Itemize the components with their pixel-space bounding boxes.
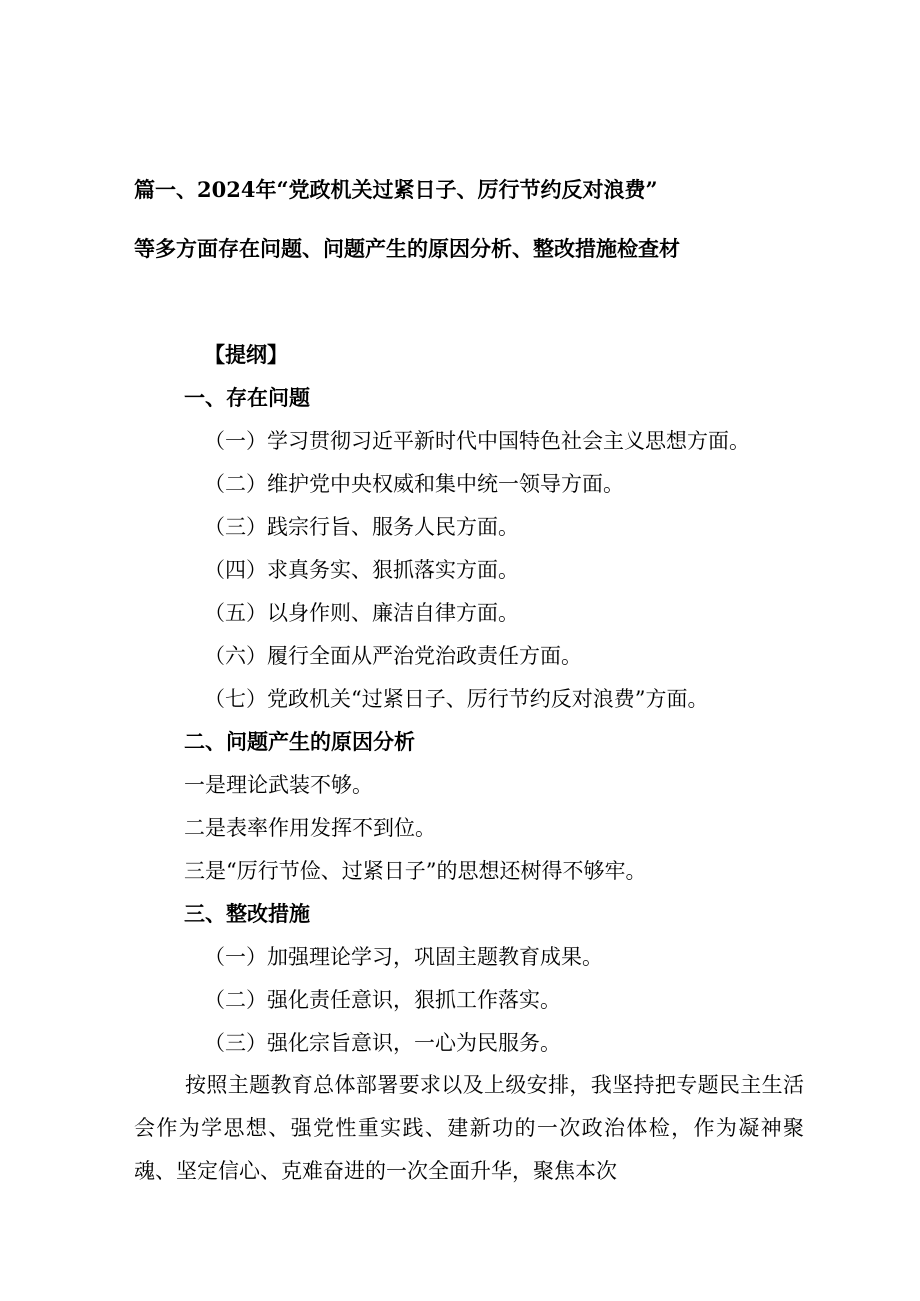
- list-item: （七）党政机关“过紧日子、厉行节约反对浪费”方面。: [204, 687, 709, 711]
- list-item: （一）学习贯彻习近平新时代中国特色社会主义思想方面。: [204, 429, 750, 453]
- body-paragraph: 按照主题教育总体部署要求以及上级安排，我坚持把专题民主生活会作为学思想、强党性重实践、建新功的一次政治体检，作为凝神聚魂、坚定信心、克难奋进的一次全面升华，聚焦本次: [134, 1073, 804, 1183]
- list-item: （二）强化责任意识，狠抓工作落实。: [204, 988, 561, 1012]
- document-title-line-1: 篇一、2024年“党政机关过紧日子、厉行节约反对浪费”: [134, 177, 658, 202]
- list-item: 二是表率作用发挥不到位。: [184, 816, 436, 840]
- list-item: 三是“厉行节俭、过紧日子”的思想还树得不够牢。: [184, 859, 647, 883]
- list-item: （三）践宗行旨、服务人民方面。: [204, 515, 519, 539]
- section-heading-problems: 一、存在问题: [184, 385, 310, 410]
- outline-heading: 【提纲】: [204, 342, 288, 367]
- list-item: （六）履行全面从严治党治政责任方面。: [204, 644, 582, 668]
- list-item: （五）以身作则、廉洁自律方面。: [204, 601, 519, 625]
- list-item: （二）维护党中央权威和集中统一领导方面。: [204, 472, 624, 496]
- list-item: （三）强化宗旨意识，一心为民服务。: [204, 1031, 561, 1055]
- section-heading-measures: 三、整改措施: [184, 901, 310, 926]
- section-heading-causes: 二、问题产生的原因分析: [184, 729, 415, 754]
- list-item: （四）求真务实、狠抓落实方面。: [204, 558, 519, 582]
- list-item: 一是理论武装不够。: [184, 773, 373, 797]
- document-title-line-2: 等多方面存在问题、问题产生的原因分析、整改措施检查材: [134, 236, 680, 261]
- list-item: （一）加强理论学习，巩固主题教育成果。: [204, 945, 603, 969]
